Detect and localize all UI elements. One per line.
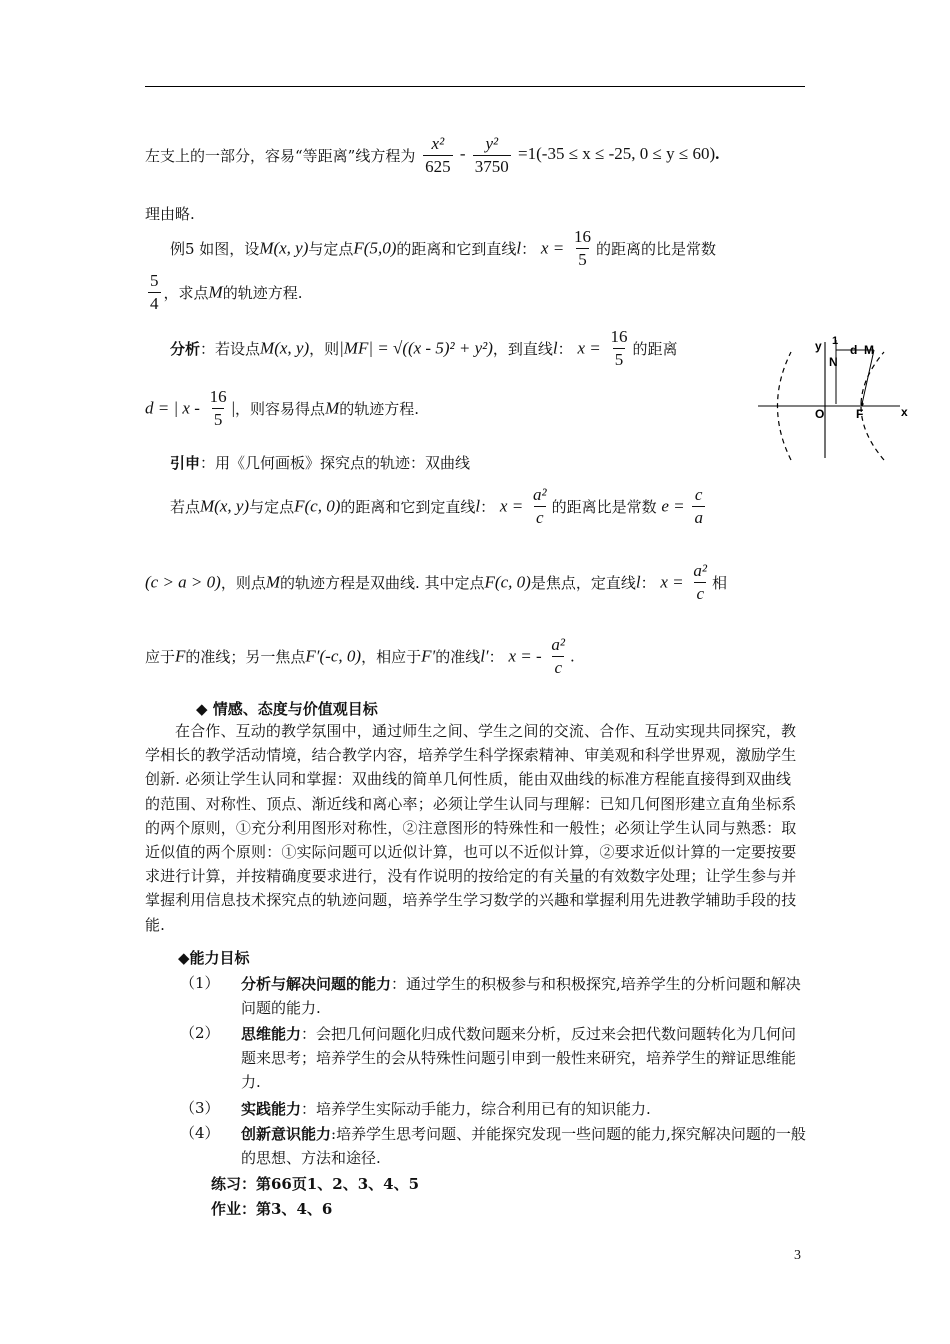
line1-period: . [715,144,720,164]
general-a2-num: a² [532,485,547,504]
ex5-text-d: 的距离的比是常数 [595,239,716,258]
ex5-x-eq: x = [540,238,565,258]
ability-item-2-text: ：会把几何问题化归成代数问题来分析，反过来会把代数问题转化为几何问题来思考；培养学生的会从特殊性问题引申到一般性来研究，培养学生的辩证思维能力. [241,1025,797,1091]
extension-text: ：用《几何画板》探究点的轨迹：双曲线 [200,454,471,472]
analysis-line2 [145,388,419,429]
general-focus-F: F(c, 0) [484,572,531,592]
general-line1 [170,486,708,527]
ex5-frac-den: 5 [578,249,587,269]
equation-range: =1(-35 ≤ x ≤ -25, 0 ≤ y ≤ 60) [518,144,716,164]
ex5-text-e: ，求点 [163,283,209,302]
page-number: 3 [794,1248,801,1263]
analysis-text-f: 的轨迹方程. [339,399,420,418]
analysis-text-b: ，则 [309,339,340,358]
equidistant-line-equation [145,135,719,176]
general-text-d: 的距离比是常数 [551,497,657,516]
general-text-j: 应于 [145,647,176,666]
ex5-text-f: 的轨迹方程. [222,283,303,302]
ability-item-3 [241,1097,807,1121]
analysis-colon: ： [557,339,573,358]
extension-label: 引申 [170,454,201,472]
general-l-prime: l′ [480,646,489,666]
general-F-prime: F′ [421,646,436,666]
frac-x2-num: x² [431,134,445,153]
general-a2-den2: c [696,583,704,603]
ability-item-4-label: 创新意识能力 [241,1125,332,1143]
general-a2-den: c [536,507,544,527]
general-line2 [145,562,727,603]
analysis-label: 分析 [170,339,201,358]
fig-N-label: N [829,355,838,369]
ability-item-1 [241,972,807,1020]
frac-625-den: 625 [425,156,451,176]
d-expr-suffix: | [231,398,236,418]
fig-O-label: O [815,407,825,421]
fig-F-label: F [856,407,864,421]
ex5-frac-num: 16 [573,227,591,246]
analysis-text-d: 的距离 [632,339,678,358]
ability-item-1-text: ：通过学生的积极参与和积极探究,培养学生的分析问题和解决问题的能力. [241,975,801,1017]
ability-item-2-label: 思维能力 [241,1025,302,1043]
ability-item-2-number: （2） [180,1024,220,1042]
analysis-text-c: ，到直线 [492,339,553,358]
general-text-a: 若点 [170,497,201,516]
ex5-text-a: 例5 如图，设 [170,239,260,258]
general-F: F [175,646,186,666]
general-focus-F-prime: F′(-c, 0) [305,646,362,666]
minus-sign: - [459,144,466,164]
analysis-text-e: ，则容易得点 [235,399,326,418]
fig-1-label: 1 [832,335,839,347]
ability-item-3-text: ：培养学生实际动手能力，综合利用已有的知识能力. [301,1100,651,1118]
analysis-frac-den: 5 [614,349,624,369]
general-text-b: 与定点 [249,497,295,516]
ex5-colon: ： [521,239,537,258]
general-colon3: ： [488,647,504,666]
attitude-heading: ◆ 情感、态度与价值观目标 [196,700,378,718]
general-text-m: ，相应于 [361,647,422,666]
ability-item-1-label: 分析与解决问题的能力 [241,975,392,993]
general-x-eq3: x = - [508,646,542,666]
fig-y-label: y [815,339,822,353]
general-text-g: 的轨迹方程是双曲线. 其中定点 [280,573,485,592]
ex5-line-l: l [516,238,522,258]
d-expr-prefix: d = | x - [145,398,200,418]
extension-line [170,452,470,473]
general-colon: ： [480,497,496,516]
homework-line: 作业：第3、4、6 [211,1200,333,1218]
ex5-M: M [208,282,223,302]
fig-d-label: d [850,343,858,357]
header-rule [145,86,805,87]
e-num: c [694,485,703,504]
general-a2-den3: c [554,657,562,677]
general-x-eq2: x = [660,572,684,592]
attitude-paragraph: 在合作、互动的教学氛围中，通过师生之间、学生之间的交流、合作、互动实现共同探究，教学相长的教学活动情境，结合教学内容，培养学生科学探索精神、审美观和科学世界观，激励学生创新. 必须让学生认同和掌握：双曲线的简单几何性质，能由双曲线的标准方程能直接得到双曲线的范围、对称性、顶点、渐近线和离心率；必须让学生认同与理解：已知几何图形建立直角坐标系的两个原则，①充分利用图形对称性，②注意图形的特殊性和一般性；必须让学生认同与熟悉：取近似值的两个原则：①实际问题可以近似计算，也可以不近似计算，②要求近似计算的一定要按要求进行计算，并按精确度要求进行，没有作说明的按给定的有关量的有效数字处理；让学生参与并掌握利用信息技术探究点的轨迹问题，培养学生学习数学的兴趣和掌握利用先进教学辅助手段的技能. [145,722,797,934]
analysis-frac-num: 16 [610,327,628,346]
line1-text: 左支上的一部分，容易“等距离”线方程为 [145,146,416,165]
ex5-point-M: M(x, y) [259,238,309,258]
fig-x-label: x [901,405,908,419]
general-a2-num3: a² [551,635,566,654]
exercise-line: 练习：第66页1、2、3、4、5 [211,1175,420,1193]
general-colon2: ： [640,573,656,592]
ability-item-1-number: （1） [180,974,220,992]
ex5-text-c: 的距离和它到直线 [396,239,517,258]
general-text-f: ，则点 [220,573,266,592]
ex5-ratio-den: 4 [150,293,159,313]
ex5-ratio-num: 5 [150,271,159,290]
ability-item-4 [241,1122,807,1170]
condition-c-gt-a: (c > a > 0) [145,572,221,592]
general-line3 [145,636,575,677]
eccentricity-eq: e = [661,496,685,516]
general-directrix-l: l [635,572,641,592]
general-end: . [570,647,575,666]
ability-heading: ◆能力目标 [178,949,250,967]
analysis-line1 [170,328,678,369]
fig-M-label: M [864,343,874,357]
general-x-eq: x = [499,496,524,516]
ability-item-3-label: 实践能力 [241,1100,302,1118]
ability-item-2 [241,1022,807,1094]
ex5-point-F: F(5,0) [353,238,397,258]
general-text-i: 相 [712,573,728,592]
reason-omitted: 理由略. [145,205,195,223]
general-text-h: 是焦点，定直线 [530,573,636,592]
ability-item-3-number: （3） [180,1099,220,1117]
general-point-F: F(c, 0) [294,496,341,516]
analysis-M: M [325,398,340,418]
analysis-x-eq: x = [577,338,601,358]
example5-line1 [170,228,716,269]
frac-3750-den: 3750 [474,156,509,176]
general-point-M: M(x, y) [200,496,250,516]
focus-point [860,402,863,405]
frac-y2-num: y² [485,134,499,153]
analysis-text-a: ：若设点 [200,339,261,358]
general-text-n: 的准线 [435,647,481,666]
general-a2-num2: a² [693,561,708,580]
general-line-l: l [475,496,481,516]
e-den: a [694,507,703,527]
example5-line2 [145,272,302,313]
general-text-c: 的距离和它到定直线 [340,497,476,516]
hyperbola-figure [758,330,918,462]
d-frac-num: 16 [209,387,227,406]
ex5-text-b: 与定点 [308,239,354,258]
analysis-point-M: M(x, y) [260,338,310,358]
analysis-MF-expression: |MF| = √((x - 5)² + y²) [339,338,493,358]
ability-item-4-text: :培养学生思考问题、并能探究发现一些问题的能力,探究解决问题的一般的思想、方法和途径. [241,1125,806,1167]
general-text-k: 的准线；另一焦点 [185,647,306,666]
analysis-line-l: l [552,338,558,358]
general-M: M [265,572,280,592]
d-frac-den: 5 [213,409,223,429]
ability-item-4-number: （4） [180,1124,220,1142]
